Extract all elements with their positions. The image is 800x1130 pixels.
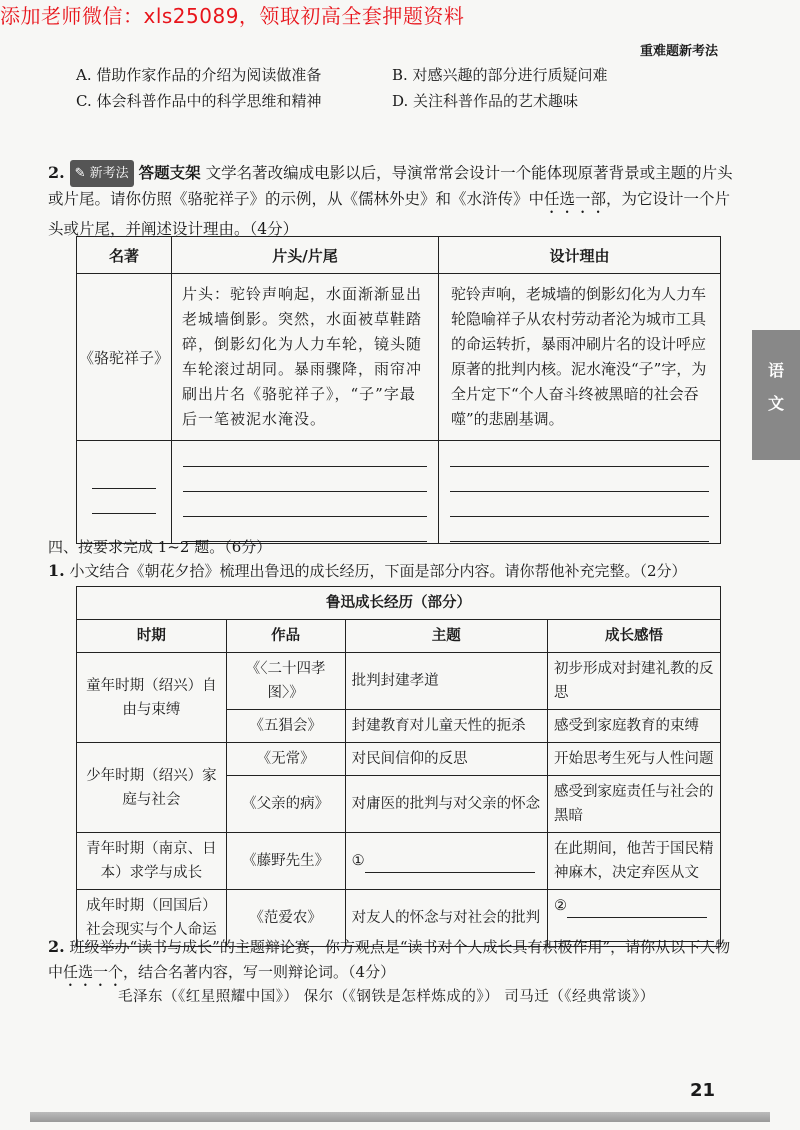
answer-line[interactable] (92, 464, 156, 489)
work-cell: 《五猖会》 (226, 710, 345, 743)
answer-line[interactable] (183, 492, 427, 517)
answer-line[interactable] (92, 489, 156, 514)
question-text: 小文结合《朝花夕拾》梳理出鲁迅的成长经历，下面是部分内容。请你帮他补充完整。（2分） (69, 562, 687, 580)
side-tab-char: 文 (767, 394, 784, 413)
books-list: 毛泽东（《红星照耀中国》） 保尔（《钢铁是怎样炼成的》） 司马迁（《经典常谈》） (118, 989, 655, 1005)
blank-theme-cell[interactable] (345, 833, 547, 890)
insight-cell: 开始思考生死与人性问题 (548, 743, 721, 776)
answer-line[interactable] (450, 467, 709, 492)
question-text: 班级举办“读书与成长”的主题辩论赛，你方观点是“读书对个人成长具有积极作用”，请你从以下人物中 (48, 938, 731, 981)
question-text: 文学名著改编成电影以后，导演常常会设计一个能体现原著背景或主题的片头或片尾。请你仿照《骆驼祥子》的示例，从《儒林外史》和《水浒传》中 (48, 164, 733, 208)
question-4-2 (48, 934, 738, 990)
work-cell: 《〈二十四孝图〉》 (226, 653, 345, 710)
question-number: 1. (48, 561, 65, 580)
section-4-heading: 四、按要求完成 1~2 题。（6分） (48, 538, 272, 556)
reason-cell: 驼铃声响，老城墙的倒影幻化为人力车轮隐喻祥子从农村劳动者沦为城市工具的命运转折，暴雨冲刷片名的设计呼应原著的批判内核。泥水淹没“子”字，为全片定下“个人奋斗终被黑暗的社会吞噬”的悲剧基调。 (439, 274, 721, 441)
blank-design-cell[interactable] (172, 441, 439, 544)
option-d: D. 关注科普作品的艺术趣味 (392, 92, 579, 110)
work-cell: 《范爱农》 (226, 890, 345, 947)
new-method-tag: ✎ 新考法 (70, 160, 134, 187)
question-text-end: ，为它设计一个片头或片尾，并阐述设计理由。（4分） (48, 190, 731, 238)
question-text-end: ，结合名著内容，写一则辩论词。（4分） (123, 963, 396, 981)
design-table (76, 236, 721, 544)
blank-marker-2: ② (554, 898, 567, 914)
side-tab-char: 语 (767, 361, 784, 380)
header-tag: 重难题新考法 (639, 44, 718, 59)
col-header-work: 作品 (226, 620, 345, 653)
emphasized-text: 任选一个 (63, 963, 124, 981)
insight-cell: 在此期间，他苦于国民精神麻木，决定弃医从文 (548, 833, 721, 890)
answer-line[interactable] (183, 442, 427, 467)
design-cell: 片头：驼铃声响起，水面渐渐显出老城墙倒影。突然，水面被草鞋踏碎，倒影幻化为人力车轮，镜头随车轮滚过胡同。暴雨骤降，雨帘冲刷出片名《骆驼祥子》，“子”字最后一笔被泥水淹没。 (172, 274, 439, 441)
luxun-table (76, 586, 721, 947)
insight-cell: 感受到家庭教育的束缚 (548, 710, 721, 743)
work-cell: 《父亲的病》 (226, 776, 345, 833)
col-header-book: 名著 (77, 237, 172, 274)
table-title: 鲁迅成长经历（部分） (77, 587, 721, 620)
option-b: B. 对感兴趣的部分进行质疑问难 (392, 66, 608, 84)
tag-label: 新考法 (89, 166, 129, 181)
work-cell: 《无常》 (226, 743, 345, 776)
theme-cell: 对庸医的批判与对父亲的怀念 (345, 776, 547, 833)
col-header-insight: 成长感悟 (548, 620, 721, 653)
period-cell: 少年时期（绍兴）家庭与社会 (77, 743, 227, 833)
blank-marker-1: ① (351, 853, 365, 869)
answer-line[interactable] (183, 467, 427, 492)
period-cell: 童年时期（绍兴）自由与束缚 (77, 653, 227, 743)
theme-cell: 封建教育对儿童天性的扼杀 (345, 710, 547, 743)
answer-line[interactable] (450, 492, 709, 517)
option-a: A. 借助作家作品的介绍为阅读做准备 (76, 66, 322, 84)
answer-line[interactable] (567, 903, 707, 918)
answer-scaffold-label: 答题支架 (138, 163, 201, 182)
theme-cell: 对友人的怀念与对社会的批判 (345, 890, 547, 947)
question-number: 2. (48, 937, 65, 956)
question-4-1 (48, 560, 687, 581)
page-bottom-edge (30, 1112, 770, 1122)
work-cell: 《藤野先生》 (226, 833, 345, 890)
period-cell: 成年时期（回国后）社会现实与个人命运 (77, 890, 227, 947)
option-c: C. 体会科普作品中的科学思维和精神 (76, 92, 322, 110)
insight-cell: 感受到家庭责任与社会的黑暗 (548, 776, 721, 833)
question-2 (48, 160, 738, 242)
blank-reason-cell[interactable] (439, 441, 721, 544)
book-cell: 《骆驼祥子》 (77, 274, 172, 441)
col-header-theme: 主题 (345, 620, 547, 653)
col-header-period: 时期 (77, 620, 227, 653)
theme-cell: 批判封建孝道 (345, 653, 547, 710)
watermark: 添加老师微信：xls25089，领取初高全套押题资料 (0, 4, 465, 28)
theme-cell: 对民间信仰的反思 (345, 743, 547, 776)
answer-line[interactable] (450, 517, 709, 542)
page-number: 21 (690, 1080, 716, 1101)
period-cell: 青年时期（南京、日本）求学与成长 (77, 833, 227, 890)
answer-line[interactable] (365, 858, 535, 873)
col-header-design: 片头/片尾 (172, 237, 439, 274)
emphasized-text: 任选一部 (544, 190, 607, 208)
subject-side-tab (752, 330, 800, 460)
answer-line[interactable] (450, 442, 709, 467)
blank-book-cell[interactable] (77, 441, 172, 544)
col-header-reason: 设计理由 (439, 237, 721, 274)
question-number: 2. (48, 163, 65, 182)
insight-cell: 初步形成对封建礼教的反思 (548, 653, 721, 710)
